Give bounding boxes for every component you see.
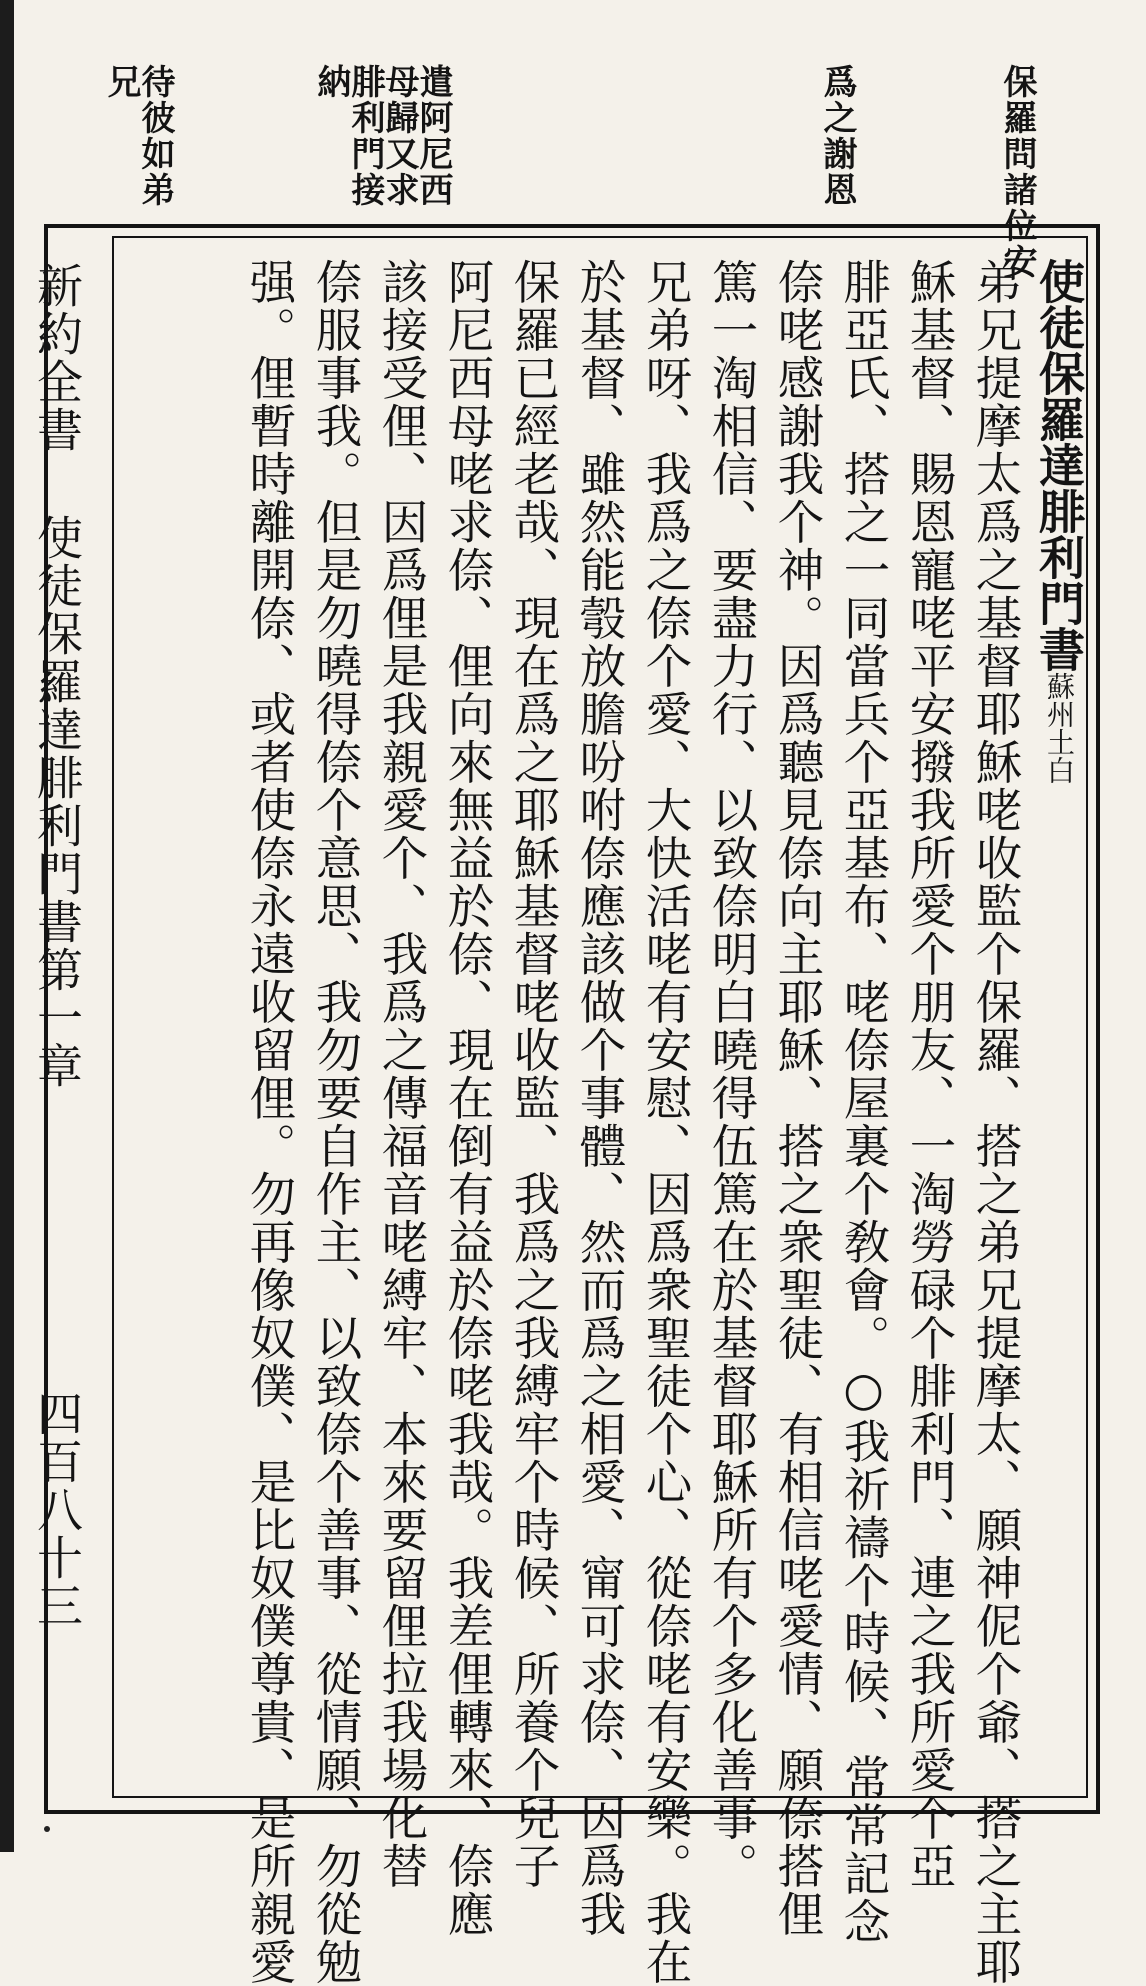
text-column-3: 腓亞氏、搭之一同當兵个亞基布、咾倷屋裏个敎會。○我祈禱个時候、常常記念 (836, 258, 891, 1946)
margin-note-brother (101, 64, 175, 214)
text-column-11: 倷服事我。但是勿曉得倷个意思、我勿要自作主、以致倷个善事、從情願、勿從勉 (308, 258, 363, 1986)
text-column-12: 强。俚暫時離開倷、或者使倷永遠收留俚。勿再像奴僕、是比奴僕尊貴、是所親愛 (242, 258, 297, 1986)
text-column-1: 弟兄提摩太爲之基督耶穌咾收監个保羅、搭之弟兄提摩太、願神伲个爺、搭之主耶 (968, 258, 1023, 1986)
margin-note-brother-text: 待彼如弟兄 (101, 64, 175, 208)
margin-note-onesimus (311, 64, 453, 214)
text-column-5: 篤一淘相信、要盡力行、以致倷明白曉得伍篤在於基督耶穌所有个多化善事。 (704, 258, 759, 1890)
running-head (30, 262, 84, 1090)
book-title-main: 使徒保羅達腓利門書 (1032, 258, 1086, 672)
text-column-2: 穌基督、賜恩寵咾平安撥我所愛个朋友、一淘勞碌个腓利門、連之我所愛个亞 (902, 258, 957, 1890)
running-head-chapter: 使徒保羅達腓利門書第一章 (30, 514, 84, 1090)
text-column-10: 該接受俚、因爲俚是我親愛个、我爲之傳福音咾縛牢、本來要留俚拉我場化替 (374, 258, 429, 1890)
running-head-book: 新約全書 (30, 262, 84, 454)
book-title (1032, 258, 1086, 784)
print-speck (44, 1826, 50, 1832)
text-column-8: 保羅已經老哉、現在爲之耶穌基督咾收監、我爲之我縛牢个時候、所養个兒子 (506, 258, 561, 1890)
text-column-6: 兄弟呀、我爲之倷个愛、大快活咾有安慰、因爲衆聖徒个心、從倷咾有安樂。我在 (638, 258, 693, 1986)
page-edge-shadow (0, 0, 14, 1852)
text-column-7: 於基督、雖然能彀放膽吩咐倷應該做个事體、然而爲之相愛、甯可求倷、因爲我 (572, 258, 627, 1938)
text-column-9: 阿尼西母咾求倷、俚向來無益於倷、現在倒有益於倷咾我哉。我差俚轉來、倷應 (440, 258, 495, 1938)
margin-note-thanks: 爲之謝恩 (817, 64, 857, 208)
page-number: 四百八十三 (30, 1390, 84, 1630)
margin-note-greeting: 保羅問諸位安 (997, 64, 1037, 280)
text-column-4: 倷咾感謝我个神。因爲聽見倷向主耶穌、搭之衆聖徒、有相信咾愛情、願倷搭俚 (770, 258, 825, 1938)
margin-note-onesimus-text: 遣阿尼西母歸又求腓利門接納 (311, 64, 453, 208)
book-title-dialect: 蘇州土白 (1043, 672, 1076, 784)
